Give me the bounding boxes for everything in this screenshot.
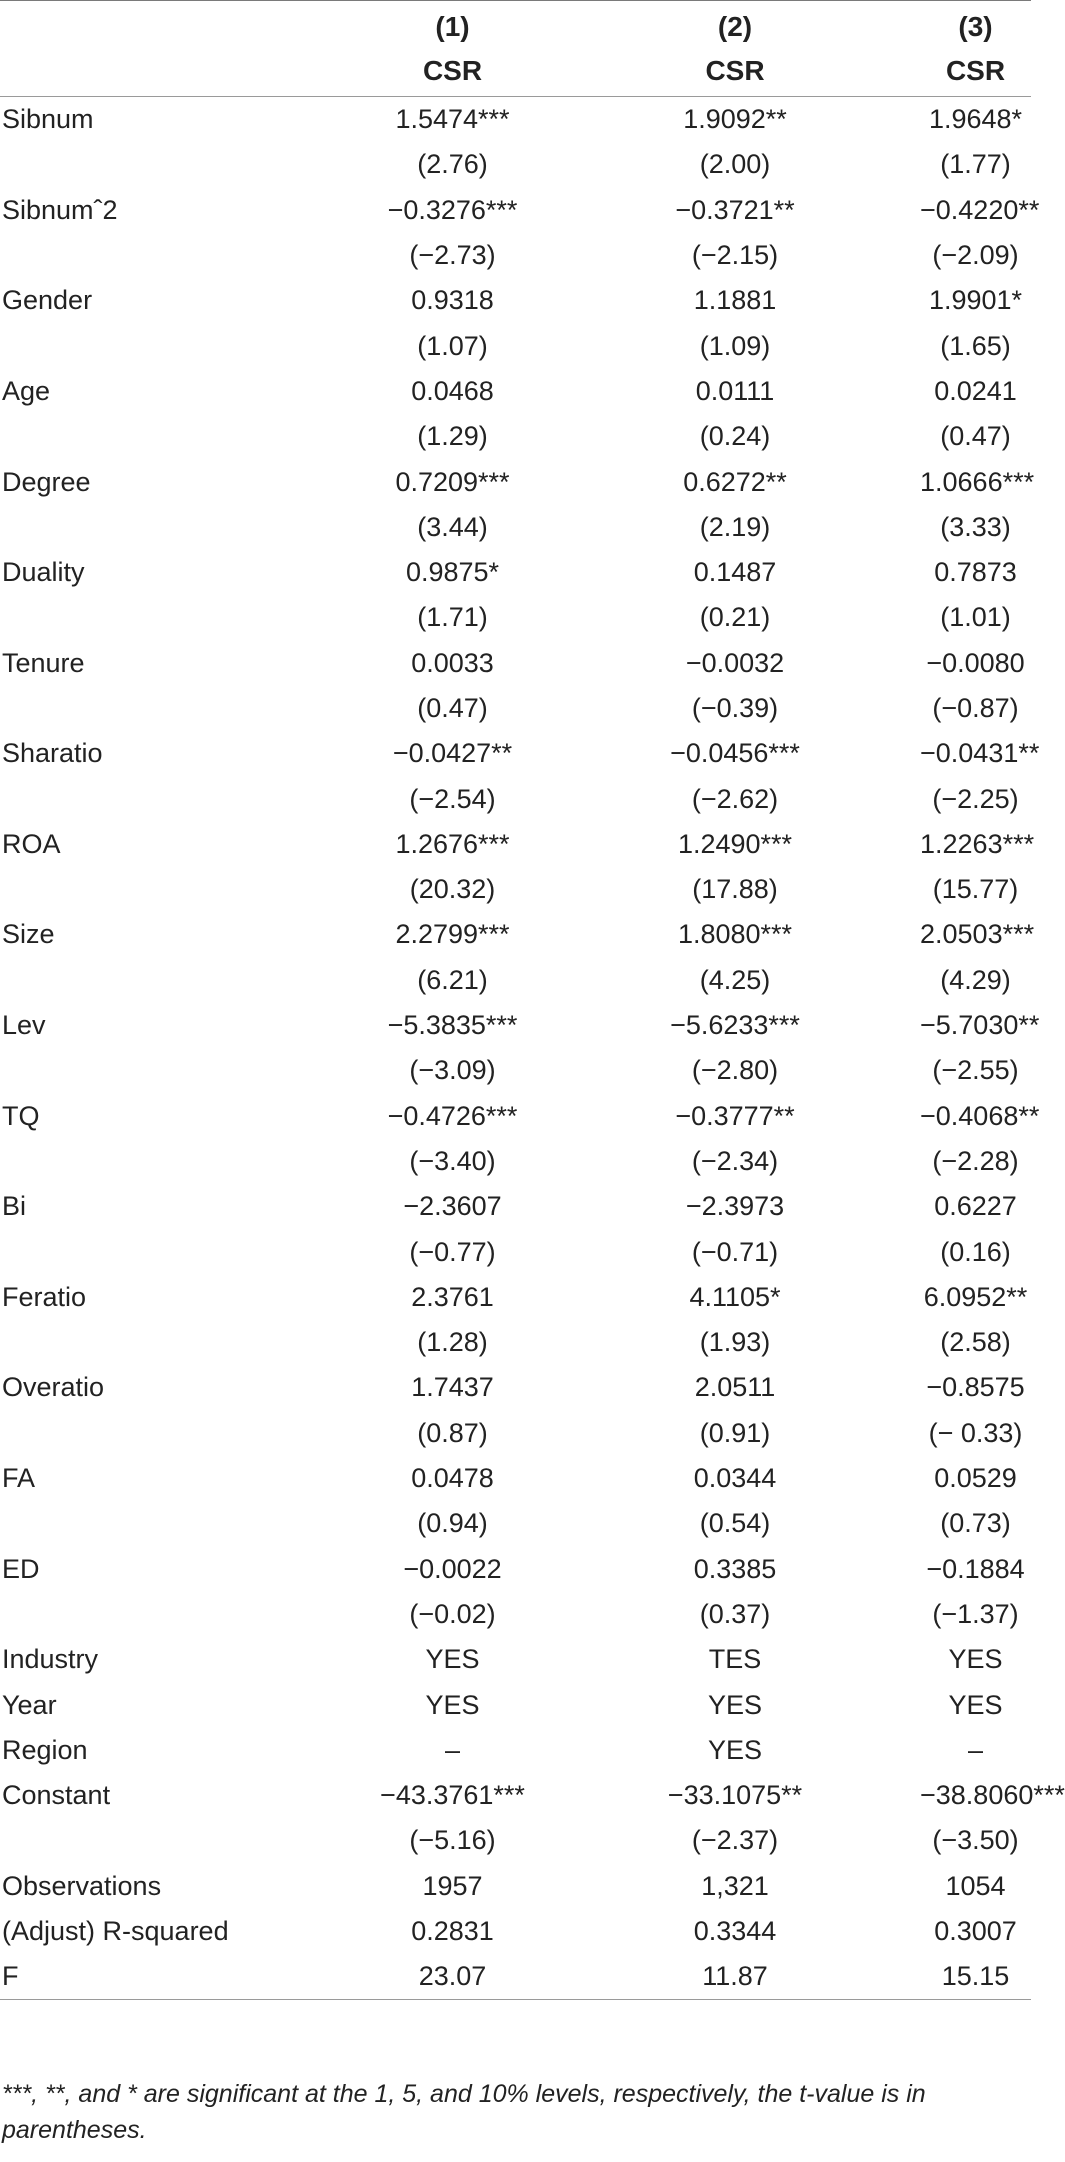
cell-column-1: −0.0427** [392, 738, 513, 769]
table-row [0, 1048, 1031, 1093]
column-number: (1) [435, 10, 470, 42]
table-row [0, 1592, 1031, 1637]
column-number: (3) [958, 10, 993, 42]
table-row [0, 323, 1031, 368]
table-row [0, 822, 1031, 867]
row-label [0, 1411, 295, 1456]
cell-column-1: (0.87) [417, 1417, 488, 1448]
row-label: Degree [2, 466, 91, 497]
table-row [0, 912, 1031, 957]
row-label [0, 505, 295, 550]
cell-column-2: 4.1105* [689, 1281, 781, 1312]
cell-column-2: −33.1075** [667, 1780, 803, 1811]
header-column-3 [805, 1, 1031, 97]
cell-column-1: −0.3276*** [387, 194, 518, 225]
cell-column-1: YES [425, 1689, 480, 1720]
cell-column-2: (4.25) [699, 964, 771, 995]
column-number: (2) [717, 10, 753, 42]
table-row [0, 188, 1031, 233]
row-label: Feratio [2, 1281, 87, 1312]
cell-column-2: TES [708, 1644, 762, 1675]
row-label: Year [2, 1689, 57, 1720]
table-row [0, 1682, 1031, 1727]
cell-column-1: −0.0022 [403, 1553, 502, 1584]
row-label [0, 1592, 295, 1637]
row-label [0, 233, 295, 278]
row-label [0, 1320, 295, 1365]
cell-column-2: YES [707, 1689, 763, 1720]
cell-column-2: 0.0344 [693, 1463, 777, 1494]
cell-column-1: (−2.54) [409, 783, 496, 814]
cell-column-3: – [967, 1734, 984, 1765]
row-label [0, 776, 295, 821]
cell-column-1: (−0.02) [409, 1598, 496, 1629]
cell-column-3: −0.1884 [926, 1553, 1025, 1584]
cell-column-1: (1.07) [417, 330, 488, 361]
cell-column-3: (−2.09) [932, 240, 1019, 271]
table-row [0, 369, 1031, 414]
row-label: Sibnumˆ2 [2, 194, 118, 225]
cell-column-2: 11.87 [702, 1961, 768, 1992]
cell-column-2: (2.19) [699, 511, 771, 542]
cell-column-2: (17.88) [692, 874, 778, 905]
cell-column-3: 2.0503*** [920, 919, 1035, 950]
cell-column-2: (−0.71) [691, 1236, 779, 1267]
row-label [0, 686, 295, 731]
cell-column-1: −0.4726*** [387, 1100, 518, 1131]
table-row [0, 97, 1031, 143]
cell-column-1: −5.3835*** [387, 1010, 518, 1041]
row-label: Region [2, 1734, 88, 1765]
cell-column-3: YES [948, 1689, 1003, 1720]
cell-column-1: (0.94) [417, 1508, 488, 1539]
cell-column-1: 0.0478 [411, 1463, 494, 1494]
cell-column-1: (1.28) [417, 1327, 488, 1358]
cell-column-1: 1.7437 [411, 1372, 494, 1403]
cell-column-3: (1.77) [940, 149, 1011, 180]
row-label: Observations [2, 1870, 162, 1901]
row-label: (Adjust) R-squared [2, 1916, 229, 1947]
cell-column-1: 1.2676*** [395, 828, 510, 859]
cell-column-3: (3.33) [940, 511, 1011, 542]
cell-column-3: (0.16) [940, 1236, 1011, 1267]
row-label [0, 142, 295, 187]
table-row [0, 641, 1031, 686]
cell-column-1: (1.71) [417, 602, 488, 633]
row-label: Overatio [2, 1372, 105, 1403]
cell-column-1: (−3.40) [409, 1145, 496, 1176]
table-row [0, 1818, 1031, 1863]
cell-column-1: (1.29) [417, 421, 488, 452]
row-label: Sibnum [2, 104, 94, 135]
cell-column-1: 0.9875* [405, 557, 500, 588]
cell-column-2: 1.1881 [693, 285, 777, 316]
table-row [0, 1094, 1031, 1139]
cell-column-3: (2.58) [940, 1327, 1011, 1358]
table-row [0, 1275, 1031, 1320]
column-dependent-variable: CSR [422, 54, 483, 86]
table-row [0, 1954, 1031, 2000]
table-row [0, 278, 1031, 323]
cell-column-2: (1.93) [699, 1327, 771, 1358]
cell-column-3: −0.0080 [926, 647, 1025, 678]
header-column-1 [295, 1, 550, 97]
cell-column-1: (0.47) [417, 693, 488, 723]
table-row [0, 958, 1031, 1003]
cell-column-1: 0.7209*** [395, 466, 510, 497]
row-label: ED [2, 1553, 40, 1584]
table-row [0, 505, 1031, 550]
cell-column-3: (0.73) [940, 1508, 1011, 1539]
cell-column-3: (− 0.33) [928, 1417, 1023, 1448]
cell-column-1: 1957 [422, 1870, 483, 1901]
row-label [0, 414, 295, 459]
row-label: Tenure [2, 647, 85, 678]
cell-column-3: (1.65) [940, 330, 1011, 361]
cell-column-3: −0.4068** [920, 1100, 1040, 1131]
cell-column-3: 0.0241 [934, 375, 1017, 406]
cell-column-3: −5.7030** [920, 1010, 1040, 1041]
row-label: Bi [2, 1191, 27, 1222]
row-label: Gender [2, 285, 93, 316]
cell-column-3: −0.0431** [920, 738, 1040, 769]
cell-column-3: YES [948, 1644, 1003, 1675]
table-body [0, 97, 1065, 2000]
table-row [0, 1365, 1031, 1410]
row-label [0, 1818, 295, 1863]
cell-column-3: (1.01) [940, 602, 1011, 633]
cell-column-2: 1.2490*** [677, 828, 793, 859]
row-label: ROA [2, 828, 61, 859]
table-row [0, 1139, 1031, 1184]
cell-column-2: (−2.80) [691, 1055, 779, 1086]
table-row [0, 1773, 1031, 1818]
cell-column-1: YES [425, 1644, 480, 1675]
cell-column-1: (6.21) [417, 964, 488, 995]
cell-column-3: (−1.37) [932, 1598, 1019, 1629]
cell-column-1: 0.0468 [411, 375, 494, 406]
cell-column-1: 2.3761 [411, 1281, 494, 1312]
column-dependent-variable: CSR [705, 54, 765, 86]
cell-column-3: (4.29) [940, 964, 1011, 995]
cell-column-2: −2.3973 [685, 1191, 785, 1222]
table-row [0, 867, 1031, 912]
table-row [0, 1411, 1031, 1456]
row-label [0, 595, 295, 640]
cell-column-3: (−2.28) [932, 1145, 1019, 1176]
cell-column-3: 1.9901* [928, 285, 1023, 316]
cell-column-2: (2.00) [699, 149, 771, 180]
cell-column-3: 0.0529 [934, 1463, 1017, 1494]
cell-column-1: (−2.73) [409, 240, 496, 271]
row-label: FA [2, 1463, 36, 1494]
row-label: Duality [2, 557, 85, 588]
cell-column-3: 0.7873 [934, 557, 1017, 588]
cell-column-2: −0.0032 [685, 647, 785, 678]
cell-column-3: (−0.87) [932, 693, 1019, 723]
cell-column-2: 2.0511 [694, 1372, 776, 1403]
cell-column-3: −38.8060*** [920, 1780, 1065, 1811]
cell-column-2: 1.8080*** [677, 919, 793, 950]
cell-column-1: (20.32) [409, 874, 496, 905]
cell-column-3: (−2.25) [932, 783, 1019, 814]
cell-column-2: (0.21) [699, 602, 771, 633]
cell-column-2: (0.54) [699, 1508, 771, 1539]
cell-column-1: 0.9318 [411, 285, 494, 316]
row-label [0, 1501, 295, 1546]
cell-column-3: 6.0952** [923, 1281, 1028, 1312]
row-label: Sharatio [2, 738, 103, 769]
cell-column-2: 1,321 [701, 1870, 769, 1901]
cell-column-2: 1.9092** [683, 104, 787, 135]
cell-column-2: −5.6233*** [670, 1010, 800, 1041]
cell-column-2: (−2.37) [691, 1825, 779, 1856]
row-label: Constant [2, 1780, 111, 1811]
row-label: Industry [2, 1644, 99, 1675]
cell-column-3: −0.4220** [920, 194, 1040, 225]
row-label: Age [2, 375, 51, 406]
cell-column-1: (2.76) [417, 149, 488, 180]
cell-column-2: (0.37) [699, 1598, 771, 1629]
row-label [0, 1139, 295, 1184]
table-row [0, 1864, 1031, 1909]
cell-column-2: (−2.62) [691, 783, 779, 814]
cell-column-3: 0.6227 [934, 1191, 1017, 1222]
table-row [0, 1184, 1031, 1229]
table-row [0, 1547, 1031, 1592]
cell-column-1: (3.44) [417, 511, 488, 542]
cell-column-1: (−0.77) [409, 1236, 496, 1267]
table-row [0, 1501, 1031, 1546]
cell-column-1: 2.2799*** [395, 919, 510, 950]
cell-column-2: (0.24) [699, 421, 771, 452]
table-row [0, 1456, 1031, 1501]
table-row [0, 1320, 1031, 1365]
cell-column-1: −2.3607 [403, 1191, 502, 1222]
cell-column-2: 0.3344 [693, 1916, 777, 1947]
cell-column-2: 0.3385 [693, 1553, 777, 1584]
cell-column-3: 1.9648* [928, 104, 1023, 135]
cell-column-1: 1.5474*** [395, 104, 510, 135]
cell-column-3: 1.2263*** [920, 828, 1035, 859]
row-label [0, 958, 295, 1003]
table-row [0, 686, 1031, 731]
cell-column-3: (−2.55) [932, 1055, 1019, 1086]
cell-column-2: 0.6272** [683, 466, 787, 497]
cell-column-3: 0.3007 [934, 1916, 1017, 1947]
cell-column-3: 15.15 [941, 1961, 1010, 1992]
cell-column-2: (−2.15) [691, 240, 779, 271]
cell-column-2: 0.0111 [695, 375, 775, 406]
table-row [0, 731, 1031, 776]
table-row [0, 142, 1031, 187]
row-label: TQ [2, 1100, 40, 1131]
column-dependent-variable: CSR [945, 54, 1006, 86]
cell-column-2: −0.3721** [675, 194, 795, 225]
cell-column-1: (−3.09) [409, 1055, 496, 1086]
cell-column-3: (−3.50) [932, 1825, 1019, 1856]
cell-column-1: 0.0033 [411, 647, 494, 678]
table-row [0, 1003, 1031, 1048]
table-row [0, 550, 1031, 595]
cell-column-2: (−2.34) [691, 1145, 779, 1176]
table-row [0, 595, 1031, 640]
cell-column-1: −43.3761*** [380, 1780, 525, 1811]
cell-column-3: 1054 [945, 1870, 1006, 1901]
row-label [0, 323, 295, 368]
cell-column-1: 23.07 [418, 1961, 487, 1992]
row-label [0, 867, 295, 912]
cell-column-3: (15.77) [932, 874, 1019, 905]
cell-column-2: (1.09) [699, 330, 771, 361]
header-empty-cell [0, 1, 295, 97]
row-label [0, 1229, 295, 1274]
cell-column-2: YES [707, 1734, 763, 1765]
row-label: Size [2, 919, 55, 950]
table-row [0, 1229, 1031, 1274]
table-row [0, 459, 1031, 504]
row-label [0, 1048, 295, 1093]
table-row [0, 1728, 1031, 1773]
cell-column-3: 1.0666*** [920, 466, 1035, 497]
row-label: F [2, 1961, 19, 1992]
cell-column-1: – [444, 1734, 461, 1765]
table-row [0, 1909, 1031, 1954]
table-row [0, 776, 1031, 821]
cell-column-1: (−5.16) [409, 1825, 496, 1856]
header-column-2 [550, 1, 805, 97]
table-row [0, 233, 1031, 278]
row-label: Lev [2, 1010, 46, 1041]
cell-column-3: (0.47) [940, 421, 1011, 452]
cell-column-2: −0.0456*** [670, 738, 800, 769]
cell-column-2: (0.91) [699, 1417, 771, 1448]
table-row [0, 414, 1031, 459]
table-row [0, 1637, 1031, 1682]
cell-column-2: −0.3777** [675, 1100, 795, 1131]
cell-column-1: 0.2831 [411, 1916, 494, 1947]
cell-column-2: (−0.39) [691, 693, 779, 723]
cell-column-2: 0.1487 [693, 557, 777, 588]
table-header-row [0, 1, 1031, 97]
table-footnote: ***, **, and * are significant at the 1, 5, and 10% levels, respectively, the t-value is in parentheses. [2, 2080, 926, 2144]
cell-column-3: −0.8575 [926, 1372, 1025, 1403]
